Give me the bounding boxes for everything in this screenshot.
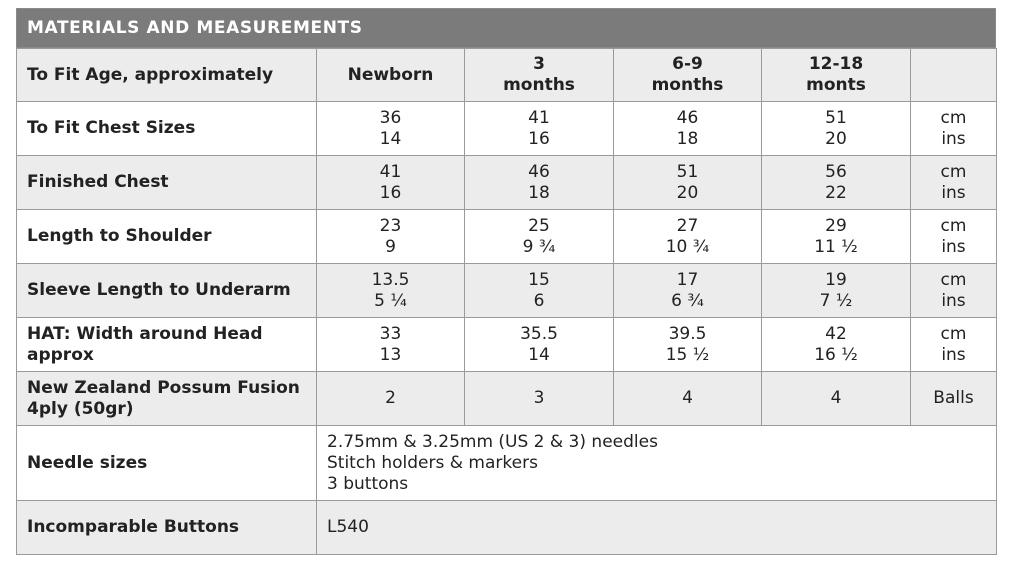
yarn-cell: 3 bbox=[465, 372, 614, 426]
size-header: 6-9 months bbox=[614, 49, 762, 102]
yarn-cell: 2 bbox=[317, 372, 465, 426]
measurements-table bbox=[16, 48, 997, 555]
measurement-cell: 46 18 bbox=[465, 156, 614, 210]
yarn-row bbox=[17, 372, 997, 426]
table-row bbox=[17, 318, 997, 372]
measurement-cell: 56 22 bbox=[762, 156, 911, 210]
materials-measurements-panel bbox=[16, 8, 996, 555]
unit-cell: cm ins bbox=[911, 102, 997, 156]
measurement-cell: 36 14 bbox=[317, 102, 465, 156]
measurement-cell: 35.5 14 bbox=[465, 318, 614, 372]
section-title: MATERIALS AND MEASUREMENTS bbox=[16, 8, 996, 48]
measurement-cell: 23 9 bbox=[317, 210, 465, 264]
measurement-cell: 33 13 bbox=[317, 318, 465, 372]
row-label: To Fit Chest Sizes bbox=[17, 102, 317, 156]
yarn-cell: 4 bbox=[614, 372, 762, 426]
measurement-cell: 25 9 ¾ bbox=[465, 210, 614, 264]
measurement-cell: 27 10 ¾ bbox=[614, 210, 762, 264]
needles-cell: 2.75mm & 3.25mm (US 2 & 3) needles Stitch holders & markers 3 buttons bbox=[317, 426, 997, 501]
unit-cell: cm ins bbox=[911, 318, 997, 372]
buttons-cell: L540 bbox=[317, 501, 997, 555]
row-label: To Fit Age, approximately bbox=[17, 49, 317, 102]
table-header-row bbox=[17, 49, 997, 102]
size-header: Newborn bbox=[317, 49, 465, 102]
row-label: New Zealand Possum Fusion 4ply (50gr) bbox=[17, 372, 317, 426]
size-header: 3 months bbox=[465, 49, 614, 102]
table-row bbox=[17, 102, 997, 156]
measurement-cell: 15 6 bbox=[465, 264, 614, 318]
row-label: Finished Chest bbox=[17, 156, 317, 210]
table-row bbox=[17, 156, 997, 210]
measurement-cell: 17 6 ¾ bbox=[614, 264, 762, 318]
row-label: HAT: Width around Head approx bbox=[17, 318, 317, 372]
measurement-cell: 42 16 ½ bbox=[762, 318, 911, 372]
measurement-cell: 39.5 15 ½ bbox=[614, 318, 762, 372]
table-row bbox=[17, 210, 997, 264]
measurement-cell: 41 16 bbox=[317, 156, 465, 210]
buttons-row bbox=[17, 501, 997, 555]
unit-cell: cm ins bbox=[911, 210, 997, 264]
measurement-cell: 19 7 ½ bbox=[762, 264, 911, 318]
yarn-cell: 4 bbox=[762, 372, 911, 426]
unit-header bbox=[911, 49, 997, 102]
measurement-cell: 51 20 bbox=[762, 102, 911, 156]
measurement-cell: 41 16 bbox=[465, 102, 614, 156]
size-header: 12-18 monts bbox=[762, 49, 911, 102]
measurement-cell: 51 20 bbox=[614, 156, 762, 210]
row-label: Sleeve Length to Underarm bbox=[17, 264, 317, 318]
unit-cell: Balls bbox=[911, 372, 997, 426]
row-label: Needle sizes bbox=[17, 426, 317, 501]
unit-cell: cm ins bbox=[911, 156, 997, 210]
row-label: Incomparable Buttons bbox=[17, 501, 317, 555]
measurement-cell: 29 11 ½ bbox=[762, 210, 911, 264]
needles-row bbox=[17, 426, 997, 501]
measurement-cell: 46 18 bbox=[614, 102, 762, 156]
unit-cell: cm ins bbox=[911, 264, 997, 318]
table-row bbox=[17, 264, 997, 318]
measurement-cell: 13.5 5 ¼ bbox=[317, 264, 465, 318]
row-label: Length to Shoulder bbox=[17, 210, 317, 264]
